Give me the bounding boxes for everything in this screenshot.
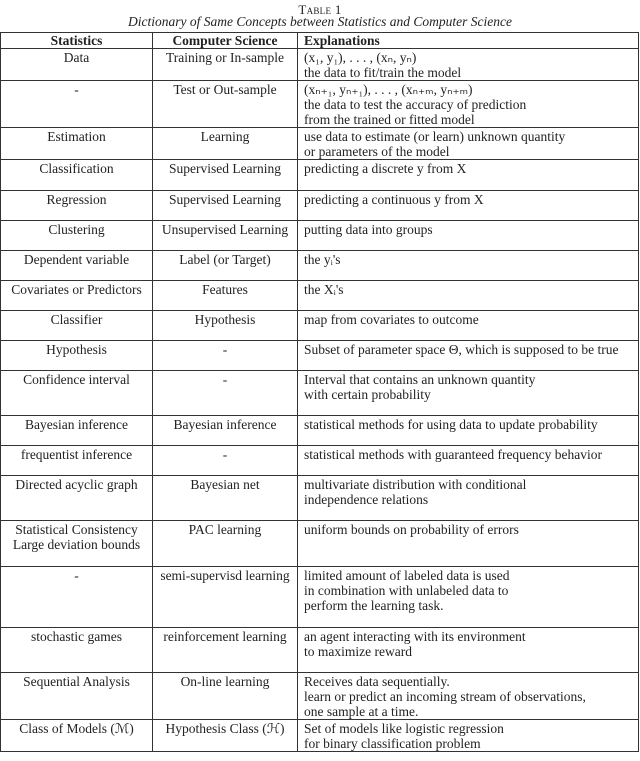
cell-line: Hypothesis Class (ℋ) [165,721,285,736]
table-row [1,311,639,341]
explanation-cell [298,567,639,628]
cell-line: Bayesian net [190,477,260,492]
cell-line: Bayesian inference [173,417,277,432]
cell-line: - [222,342,228,357]
statistics-cell [1,416,153,446]
cell-line: - [74,568,79,583]
cell-line: Interval that contains an unknown quantity [304,372,536,387]
cell-line: perform the learning task. [304,598,444,613]
explanation-cell [298,628,639,673]
cell-line: one sample at a time. [304,704,419,719]
cell-line: the yᵢ's [304,252,341,267]
table-row [1,281,639,311]
cell-line: statistical methods for using data to update probability [304,417,598,432]
statistics-cell [1,251,153,281]
cell-line: for binary classification problem [304,736,481,751]
statistics-cell [1,191,153,221]
cell-line: reinforcement learning [163,629,287,644]
statistics-cell [1,720,153,752]
table-row [1,341,639,371]
cell-line: Supervised Learning [168,161,282,176]
statistics-cell [1,49,153,81]
table-row [1,446,639,476]
cell-line: Directed acyclic graph [15,477,138,492]
cell-line: Data [63,50,90,65]
table-row [1,720,639,752]
cell-line: statistical methods with guaranteed frequency behavior [304,447,603,462]
cell-line: limited amount of labeled data is used [304,568,510,583]
explanation-cell [298,191,639,221]
table-row [1,160,639,191]
cell-line: Unsupervised Learning [161,222,289,237]
table-row [1,221,639,251]
cell-line: Estimation [47,129,106,144]
computer-science-cell [153,371,298,416]
cell-line: the data to fit/train the model [304,65,462,80]
computer-science-cell [153,567,298,628]
cell-line: to maximize reward [304,644,412,659]
explanation-cell [298,160,639,191]
cell-line: Covariates or Predictors [11,282,142,297]
statistics-cell [1,673,153,720]
statistics-cell [1,160,153,191]
computer-science-cell [153,416,298,446]
cell-line: uniform bounds on probability of errors [304,522,519,537]
cell-line: with certain probability [304,387,431,402]
cell-line: Training or In-sample [166,50,284,65]
header-computer-science: Computer Science [153,33,298,49]
cell-line: the data to test the accuracy of prediction [304,97,527,112]
cell-line: On-line learning [180,674,270,689]
cell-line: frequentist inference [20,447,133,462]
header-row [1,33,639,49]
computer-science-cell [153,128,298,160]
cell-line: - [222,447,228,462]
explanation-cell [298,221,639,251]
cell-line: Receives data sequentially. [304,674,450,689]
computer-science-cell [153,160,298,191]
statistics-cell [1,446,153,476]
cell-line: - [222,372,228,387]
table-title: Dictionary of Same Concepts between Statistics and Computer Science [128,14,512,29]
cell-line: learn or predict an incoming stream of observations, [304,689,586,704]
computer-science-cell [153,673,298,720]
explanation-cell [298,81,639,128]
table-row [1,81,639,128]
cell-line: use data to estimate (or learn) unknown quantity [304,129,566,144]
cell-line: Sequential Analysis [23,674,130,689]
statistics-cell [1,128,153,160]
table-label: Table 1 [298,2,342,17]
cell-line: Supervised Learning [168,192,282,207]
explanation-cell [298,720,639,752]
statistics-cell [1,341,153,371]
cell-line: from the trained or fitted model [304,112,475,127]
cell-line: Classification [39,161,114,176]
header-explanations: Explanations [298,33,639,49]
statistics-cell [1,628,153,673]
cell-line: Regression [46,192,107,207]
statistics-cell [1,371,153,416]
statistics-cell [1,567,153,628]
cell-line: (x₁, y₁), . . . , (xₙ, yₙ) [304,50,417,65]
cell-line: stochastic games [30,629,123,644]
table-row [1,371,639,416]
cell-line: an agent interacting with its environment [304,629,526,644]
cell-line: in combination with unlabeled data to [304,583,509,598]
computer-science-cell [153,251,298,281]
cell-line: Set of models like logistic regression [304,721,504,736]
computer-science-cell [153,476,298,521]
table-row [1,628,639,673]
explanation-cell [298,476,639,521]
computer-science-cell [153,628,298,673]
cell-line: (xₙ₊₁, yₙ₊₁), . . . , (xₙ₊ₘ, yₙ₊ₘ) [304,82,473,97]
cell-line: Confidence interval [23,372,130,387]
computer-science-cell [153,521,298,567]
explanation-cell [298,416,639,446]
cell-line: Hypothesis [194,312,256,327]
explanation-cell [298,673,639,720]
table-row [1,128,639,160]
table-row [1,673,639,720]
explanation-cell [298,521,639,567]
explanation-cell [298,251,639,281]
explanation-cell [298,281,639,311]
cell-line: Label (or Target) [179,252,271,267]
explanation-cell [298,446,639,476]
cell-line: PAC learning [188,522,262,537]
cell-line: the Xᵢ's [304,282,344,297]
dictionary-table [0,32,639,752]
computer-science-cell [153,221,298,251]
cell-line: Hypothesis [46,342,107,357]
cell-line: or parameters of the model [304,144,450,159]
computer-science-cell [153,281,298,311]
cell-line: Classifier [50,312,103,327]
cell-line: semi-supervisd learning [160,568,290,583]
cell-line: Learning [200,129,250,144]
table-row [1,567,639,628]
cell-line: Large deviation bounds [12,537,141,552]
cell-line: Dependent variable [23,252,130,267]
cell-line: Clustering [48,222,105,237]
cell-line: - [74,82,79,97]
computer-science-cell [153,81,298,128]
explanation-cell [298,128,639,160]
table-row [1,49,639,81]
computer-science-cell [153,191,298,221]
explanation-cell [298,311,639,341]
computer-science-cell [153,446,298,476]
statistics-cell [1,521,153,567]
table-row [1,521,639,567]
cell-line: independence relations [304,492,429,507]
computer-science-cell [153,49,298,81]
table-row [1,416,639,446]
computer-science-cell [153,341,298,371]
cell-line: multivariate distribution with conditional [304,477,527,492]
statistics-cell [1,311,153,341]
explanation-cell [298,49,639,81]
statistics-cell [1,221,153,251]
cell-line: predicting a discrete y from X [304,161,467,176]
header-statistics: Statistics [1,33,153,49]
table-row [1,476,639,521]
statistics-cell [1,281,153,311]
table-row [1,191,639,221]
cell-line: Subset of parameter space Θ, which is supposed to be true [304,342,619,357]
table-row [1,251,639,281]
computer-science-cell [153,311,298,341]
statistics-cell [1,476,153,521]
cell-line: Class of Models (ℳ) [19,721,134,736]
statistics-cell [1,81,153,128]
computer-science-cell [153,720,298,752]
explanation-cell [298,371,639,416]
cell-line: map from covariates to outcome [304,312,479,327]
cell-line: Test or Out-sample [173,82,277,97]
cell-line: Bayesian inference [24,417,129,432]
cell-line: predicting a continuous y from X [304,192,484,207]
cell-line: putting data into groups [304,222,433,237]
explanation-cell [298,341,639,371]
cell-line: Statistical Consistency [15,522,138,537]
cell-line: Features [202,282,248,297]
